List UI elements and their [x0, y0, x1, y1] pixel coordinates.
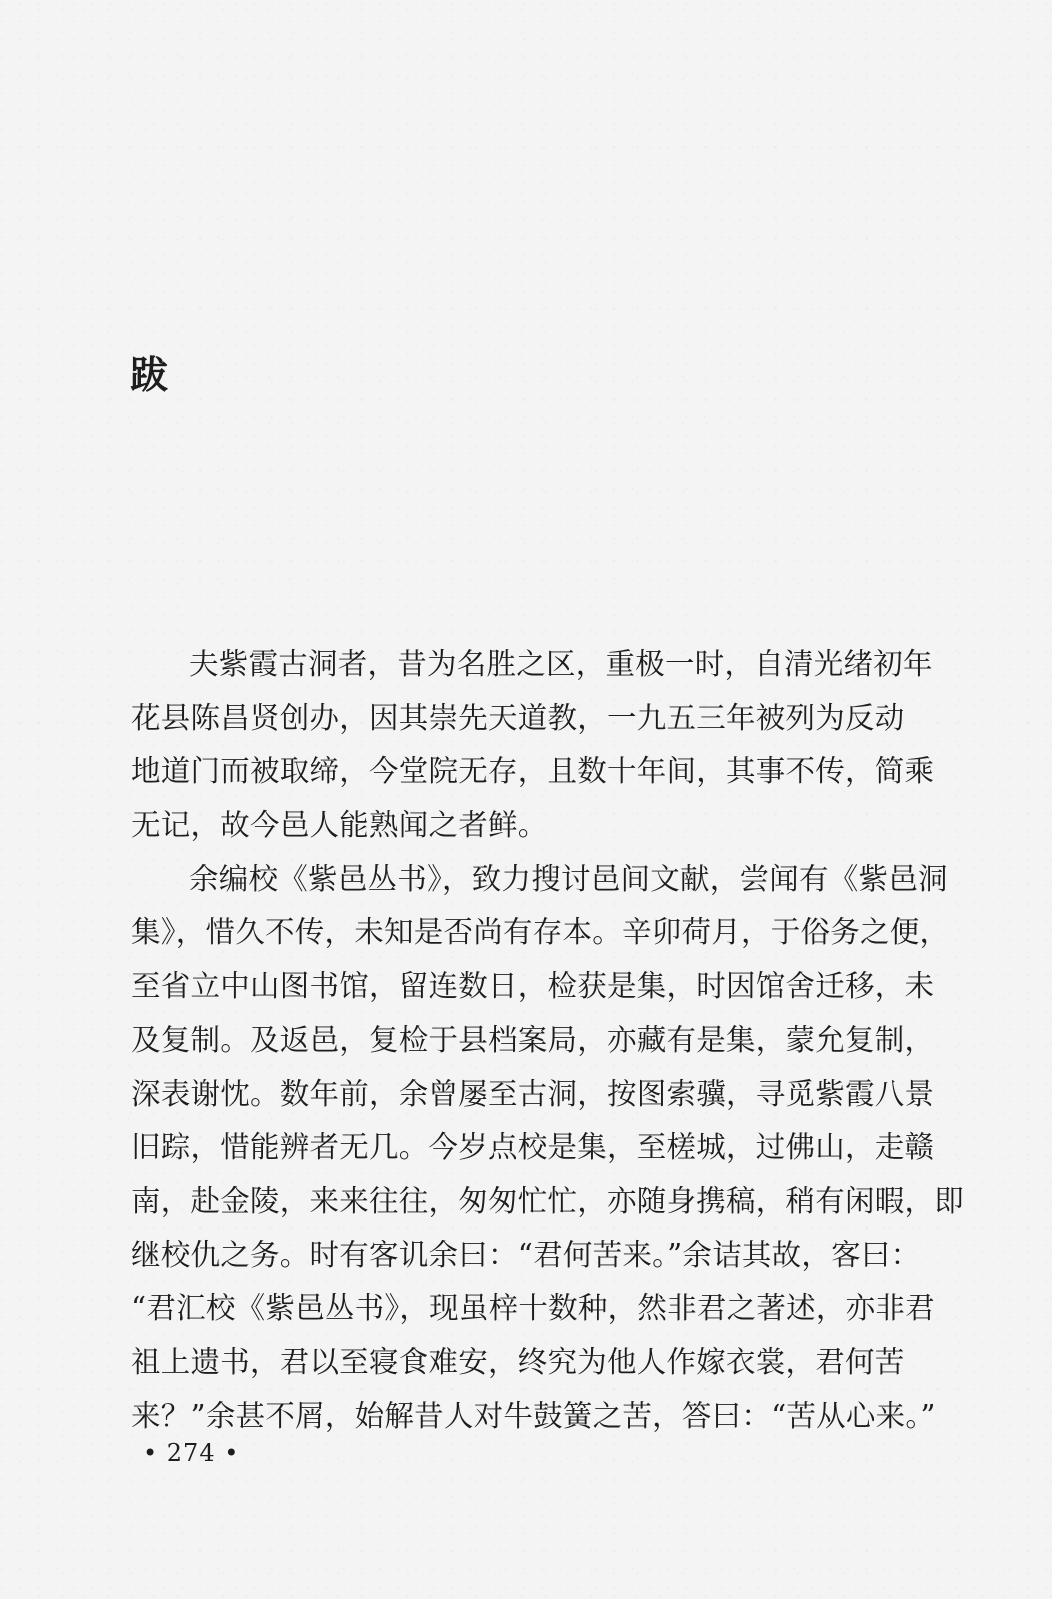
- paragraph-2-line-8: 继校仇之务。时有客讥余曰：“君何苦来。”余诘其故，客曰：: [131, 1237, 921, 1272]
- paragraph-1-line-1: 夫紫霞古洞者，昔为名胜之区，重极一时，自清光绪初年: [189, 647, 933, 681]
- paragraph-2-line-10: 祖上遗书，君以至寝食难安，终究为他人作嫁衣裳，君何苦: [131, 1344, 905, 1379]
- body-text: [131, 638, 963, 1443]
- paragraph-1-line-3: 地道门而被取缔，今堂院无存，且数十年间，其事不传，简乘: [131, 754, 935, 789]
- paragraph-2-line-4: 及复制。及返邑，复检于县档案局，亦藏有是集，蒙允复制，: [131, 1022, 935, 1057]
- paragraph-2-line-11: 来？”余甚不屑，始解昔人对牛鼓簧之苦，答曰：“苦从心来。”: [131, 1398, 936, 1433]
- page-number: • 274 •: [143, 1439, 240, 1467]
- paragraph-2-line-2: 集》，惜久不传，未知是否尚有存本。辛卯荷月，于俗务之便，: [131, 915, 950, 950]
- paragraph-2-line-5: 深表谢忱。数年前，余曾屡至古洞，按图索骥，寻觅紫霞八景: [131, 1076, 935, 1111]
- paragraph-2-line-3: 至省立中山图书馆，留连数日，检获是集，时因馆舍迁移，未: [131, 969, 935, 1004]
- paragraph-2-line-9: “君汇校《紫邑丛书》，现虽梓十数种，然非君之著述，亦非君: [131, 1291, 935, 1326]
- paragraph-2-line-6: 旧踪，惜能辨者无几。今岁点校是集，至槎城，过佛山，走赣: [131, 1130, 935, 1165]
- paragraph-2-line-7: 南，赴金陵，来来往往，匆匆忙忙，亦随身携稿，稍有闲暇，即: [131, 1183, 965, 1218]
- paragraph-1-line-2: 花县陈昌贤创办，因其崇先天道教，一九五三年被列为反动: [131, 700, 905, 735]
- paragraph-2-line-1: 余编校《紫邑丛书》，致力搜讨邑间文献，尝闻有《紫邑洞: [189, 861, 948, 896]
- section-title: 跋: [130, 352, 169, 397]
- paragraph-1-line-4: 无记，故今邑人能熟闻之者鲜。: [131, 808, 548, 843]
